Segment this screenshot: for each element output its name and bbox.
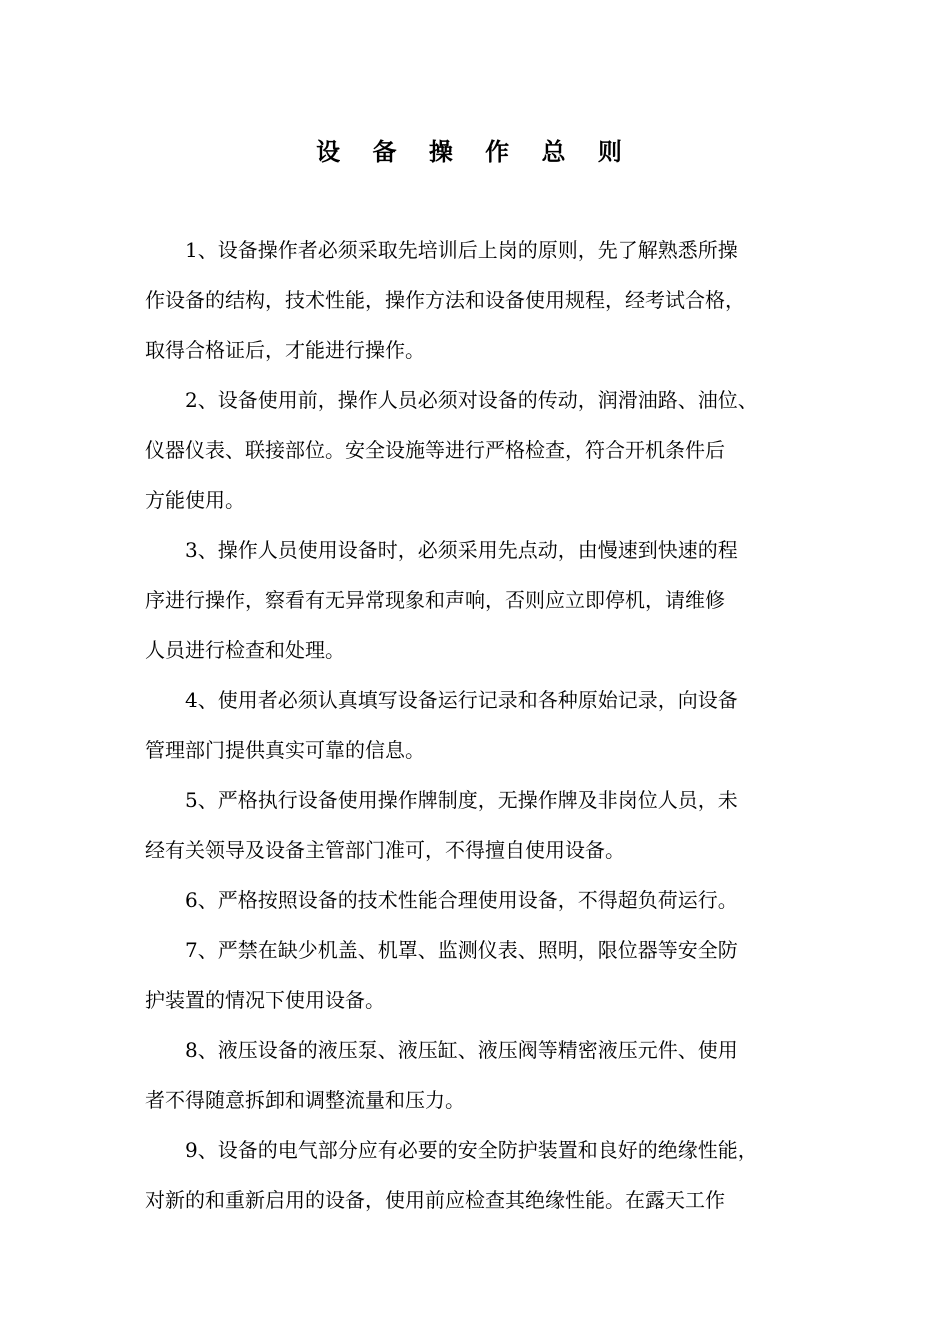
paragraph-line: 1、设备操作者必须采取先培训后上岗的原则，先了解熟悉所操 <box>185 238 738 262</box>
paragraph-line: 3、操作人员使用设备时，必须采用先点动，由慢速到快速的程 <box>185 538 738 562</box>
paragraph-line: 方能使用。 <box>145 488 245 512</box>
paragraph-line: 2、设备使用前，操作人员必须对设备的传动，润滑油路、油位、 <box>185 388 758 412</box>
paragraph-line: 8、液压设备的液压泵、液压缸、液压阀等精密液压元件、使用 <box>185 1038 738 1062</box>
paragraph-line: 取得合格证后，才能进行操作。 <box>145 338 425 362</box>
paragraph-line: 管理部门提供真实可靠的信息。 <box>145 738 425 762</box>
document-body <box>145 225 830 1225</box>
paragraph-line: 者不得随意拆卸和调整流量和压力。 <box>145 1088 465 1112</box>
paragraph-line: 人员进行检查和处理。 <box>145 638 345 662</box>
paragraph-line: 序进行操作，察看有无异常现象和声响，否则应立即停机，请维修 <box>145 588 725 612</box>
paragraph-5 <box>145 775 830 875</box>
paragraph-line: 9、设备的电气部分应有必要的安全防护装置和良好的绝缘性能， <box>185 1138 758 1162</box>
paragraph-4 <box>145 675 830 775</box>
paragraph-line: 经有关领导及设备主管部门准可，不得擅自使用设备。 <box>145 838 625 862</box>
paragraph-6 <box>145 875 830 925</box>
paragraph-line: 仪器仪表、联接部位。安全设施等进行严格检查，符合开机条件后 <box>145 438 725 462</box>
paragraph-1 <box>145 225 830 375</box>
paragraph-line: 5、严格执行设备使用操作牌制度，无操作牌及非岗位人员，未 <box>185 788 738 812</box>
paragraph-8 <box>145 1025 830 1125</box>
paragraph-line: 7、严禁在缺少机盖、机罩、监测仪表、照明，限位器等安全防 <box>185 938 738 962</box>
paragraph-line: 护装置的情况下使用设备。 <box>145 988 385 1012</box>
paragraph-3 <box>145 525 830 675</box>
paragraph-7 <box>145 925 830 1025</box>
paragraph-9 <box>145 1125 830 1225</box>
paragraph-2 <box>145 375 830 525</box>
document-title: 设 备 操 作 总 则 <box>316 137 634 166</box>
paragraph-line: 对新的和重新启用的设备，使用前应检查其绝缘性能。在露天工作 <box>145 1188 725 1212</box>
paragraph-line: 6、严格按照设备的技术性能合理使用设备，不得超负荷运行。 <box>185 888 738 912</box>
paragraph-line: 作设备的结构，技术性能，操作方法和设备使用规程，经考试合格， <box>145 288 745 312</box>
paragraph-line: 4、使用者必须认真填写设备运行记录和各种原始记录，向设备 <box>185 688 738 712</box>
